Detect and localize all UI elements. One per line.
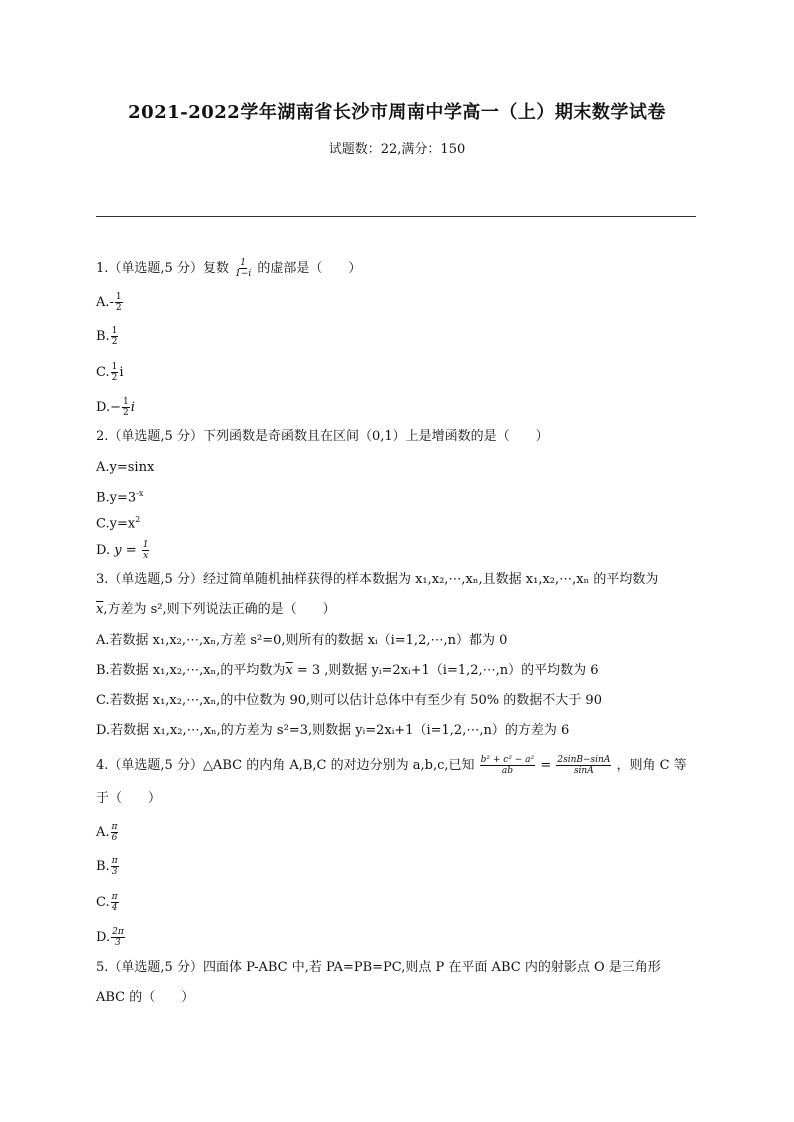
question-4-stem-line-2: 于（ ） (96, 791, 162, 806)
question-5-stem-line-1: 5.（单选题,5 分）四面体 P-ABC 中,若 PA=PB=PC,则点 P 在平面 ABC 内的射影点 O 是三角形 (96, 960, 661, 975)
question-5-stem-line-2: ABC 的（ ） (96, 990, 195, 1005)
question-4-option-c[interactable]: C. $\frac{\pi}{4}$ (96, 892, 118, 913)
question-1-option-a[interactable]: A.- $\frac{1}{2}$ (96, 292, 122, 313)
question-3-option-c[interactable]: C.若数据 x₁,x₂,⋯,xₙ,的中位数为 90,则可以估计总体中有至少有 50% 的数据不大于 90 (96, 693, 602, 708)
question-4-option-b[interactable]: B. $\frac{\pi}{3}$ (96, 856, 118, 877)
question-3-stem-line-2: $\overline{x}$,方差为 s²,则下列说法正确的是（ ） (96, 602, 336, 617)
fraction: $\frac{\text{b² + c² − a²}}{ab}$ (480, 755, 535, 776)
header-divider (96, 216, 696, 217)
question-4-stem-line-1: 4.（单选题,5 分）△ABC 的内角 A,B,C 的对边分别为 a,b,c,已知 $\frac{\text{b² + c² − a²}}{ab}$ = $\frac{2\sin B-\sin A}{\sin A}$ ，则角 C 等 (96, 755, 687, 776)
question-3-option-a[interactable]: A.若数据 x₁,x₂,⋯,xₙ,方差 s²=0,则所有的数据 xᵢ（i=1,2,⋯,n）都为 0 (96, 633, 508, 648)
fraction: $\frac{2\sin B-\sin A}{\sin A}$ (557, 755, 611, 776)
question-2-option-a[interactable]: A.y=sinx (96, 460, 155, 475)
question-1-option-b[interactable]: B. $\frac{1}{2}$ (96, 326, 118, 347)
question-1-option-c[interactable]: C. $\frac{1}{2}$ i (96, 362, 124, 383)
question-3-stem-line-1: 3.（单选题,5 分）经过简单随机抽样获得的样本数据为 x₁,x₂,⋯,xₙ,且数据 x₁,x₂,⋯,xₙ 的平均数为 (96, 572, 659, 587)
question-2-option-b[interactable]: $B.y=3^{-x}$ (96, 489, 144, 506)
question-4-option-a[interactable]: A. $\frac{\pi}{6}$ (96, 822, 118, 843)
question-1-option-d[interactable]: D.− $\frac{1}{2}$ i (96, 397, 135, 418)
fraction: $\frac{1}{1-i}$ (235, 258, 252, 279)
question-1-stem: 1.（单选题,5 分）复数 $\frac{1}{1-i}$ 的虚部是（ ） (96, 258, 362, 279)
question-2-option-c[interactable]: $C.y=x^2$ (96, 515, 141, 532)
exam-info: 试题数：22,满分：150 (328, 142, 466, 157)
question-2-option-d[interactable]: D. y = $\frac{1}{x}$ (96, 540, 149, 561)
page-title: 2021-2022学年湖南省长沙市周南中学高一（上）期末数学试卷 (128, 102, 666, 123)
question-4-option-d[interactable]: D. $\frac{2\pi}{3}$ (96, 927, 124, 948)
question-2-stem: 2.（单选题,5 分）下列函数是奇函数且在区间（0,1）上是增函数的是（ ） (96, 429, 549, 444)
question-3-option-b[interactable]: B.若数据 x₁,x₂,⋯,xₙ,的平均数为$\overline{x} = 3$ ,则数据 yᵢ=2xᵢ+1（i=1,2,⋯,n）的平均数为 6 (96, 663, 599, 678)
question-3-option-d[interactable]: D.若数据 x₁,x₂,⋯,xₙ,的方差为 s²=3,则数据 yᵢ=2xᵢ+1（i=1,2,⋯,n）的方差为 6 (96, 723, 570, 738)
